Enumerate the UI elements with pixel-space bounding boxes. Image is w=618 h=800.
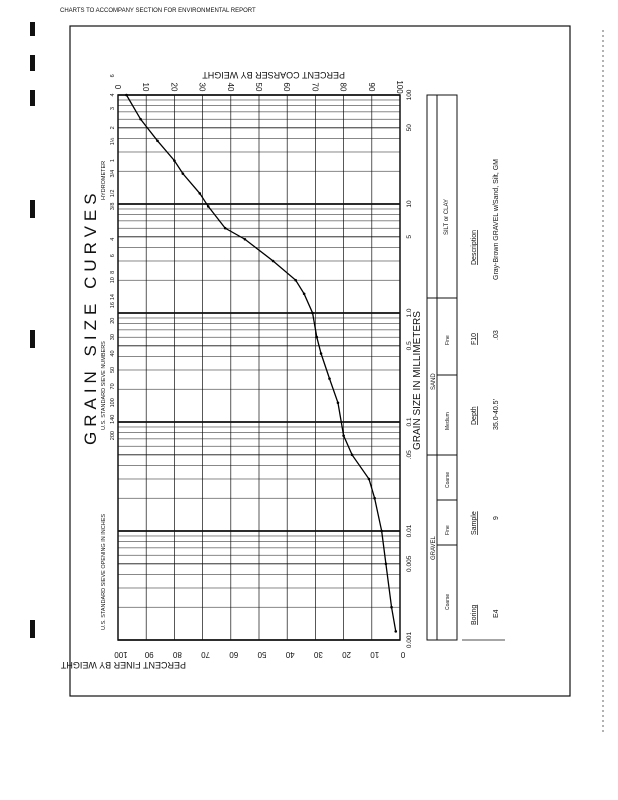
y-tick-label-top: 100: [395, 80, 404, 94]
sieve-opening-tick: 1/2: [110, 189, 116, 198]
y-axis-label: PERCENT FINER BY WEIGHT: [60, 660, 186, 670]
gradation-point: [207, 205, 210, 208]
gradation-point: [244, 238, 247, 241]
class-medium-sand: Medium: [445, 412, 451, 430]
gradation-point: [198, 192, 201, 195]
x-tick-label: .05: [406, 450, 413, 460]
y-tick-label-top: 40: [225, 82, 235, 92]
gradation-point: [337, 402, 340, 405]
sieve-number-tick: 4: [110, 237, 116, 241]
sieve-number-tick: 10: [110, 277, 116, 284]
x-axis-label: GRAIN SIZE IN MILLIMETERS: [412, 311, 423, 450]
y-tick-label-bottom: 60: [229, 650, 239, 659]
table-cell-sample: 9: [493, 516, 500, 520]
y-tick-label-top: 50: [254, 82, 263, 92]
gradation-point: [272, 260, 275, 263]
sieve-number-label: U.S. STANDARD SIEVE NUMBERS: [101, 341, 107, 430]
gradation-point: [139, 118, 142, 121]
gradation-point: [173, 159, 176, 162]
grid: [118, 95, 400, 640]
table-header-sample: Sample: [471, 511, 478, 535]
gradation-point: [351, 454, 354, 457]
gradation-point: [316, 336, 319, 339]
gradation-point: [390, 606, 393, 609]
hydrometer-label: HYDROMETER: [101, 160, 107, 200]
gradation-point: [182, 172, 185, 175]
sieve-opening-tick: 2: [110, 126, 116, 130]
y-tick-label-bottom: 10: [370, 650, 380, 659]
table-header-description: Description: [471, 229, 478, 265]
gradation-point: [303, 293, 306, 296]
gradation-point: [328, 377, 331, 380]
sieve-number-tick: 200: [110, 431, 116, 441]
sieve-number-tick: 16: [110, 302, 116, 309]
sieve-opening-tick: 1: [110, 159, 116, 163]
y-tick-label-bottom: 0: [400, 650, 406, 659]
y-tick-label-top: 20: [169, 82, 179, 92]
sieve-opening-label: U.S. STANDARD SIEVE OPENING IN INCHES: [101, 513, 107, 630]
class-coarse-gravel: Coarse: [445, 593, 451, 610]
header-strip: CHARTS TO ACCOMPANY SECTION FOR ENVIRONMENTAL REPORT: [60, 8, 256, 14]
table-cell-boring: E4: [493, 609, 500, 618]
x-tick-label: 1.0: [406, 308, 413, 318]
sieve-labels: [109, 74, 116, 440]
gradation-point: [224, 227, 227, 230]
gradation-curve: [125, 94, 397, 633]
y-tick-label-top: 30: [197, 82, 207, 92]
table-cell-depth: 35.0-40.5': [493, 399, 500, 430]
sieve-number-tick: 100: [110, 398, 116, 408]
binder-marks: [30, 22, 35, 638]
gradation-point: [373, 497, 376, 500]
gradation-point: [342, 434, 345, 437]
class-gravel: GRAVEL: [431, 536, 437, 560]
class-sand: SAND: [431, 373, 437, 390]
sieve-opening-tick: 4: [110, 93, 116, 97]
x-tick-label: 50: [406, 124, 413, 132]
table-header-boring: Boring: [471, 604, 478, 625]
y-tick-label-bottom: 30: [313, 650, 323, 659]
sieve-number-tick: 14: [110, 294, 116, 301]
tick-labels: [113, 80, 413, 659]
y-tick-label-top: 90: [366, 82, 376, 92]
sieve-number-tick: 6: [110, 254, 116, 258]
y-tick-label-top: 80: [338, 82, 348, 92]
table-header-depth: Depth: [471, 406, 478, 425]
x-tick-label: 0.01: [406, 524, 413, 538]
x-tick-label: 10: [406, 200, 413, 208]
x-tick-label: 0.001: [406, 631, 413, 649]
y-tick-label-top: 70: [310, 82, 320, 92]
table-cell-f10: .03: [493, 330, 500, 340]
sieve-opening-tick: 3: [110, 107, 116, 111]
y-tick-label-top: 10: [141, 82, 151, 92]
sieve-opening-tick: 3/8: [110, 202, 116, 211]
sample-table: [462, 159, 505, 640]
x-tick-label: 0.005: [406, 555, 413, 572]
gradation-point: [385, 563, 388, 566]
y-tick-label-bottom: 90: [144, 650, 154, 659]
class-silt-clay: SILT or CLAY: [444, 198, 450, 235]
gradation-point: [156, 140, 159, 143]
sieve-number-tick: 40: [110, 350, 116, 357]
y2-axis-label: PERCENT COARSER BY WEIGHT: [202, 70, 345, 80]
gradation-point: [368, 478, 371, 481]
y-tick-label-bottom: 20: [342, 650, 352, 659]
y-tick-label-top: 0: [113, 84, 122, 90]
class-coarse-sand: Coarse: [445, 471, 451, 488]
y-tick-label-bottom: 40: [285, 650, 295, 659]
gradation-point: [320, 352, 323, 355]
gradation-point: [394, 630, 397, 633]
gradation-curve-line: [126, 95, 395, 631]
sieve-number-tick: 20: [110, 317, 116, 324]
y-tick-label-bottom: 70: [201, 650, 211, 659]
gradation-point: [380, 530, 383, 533]
gradation-point: [311, 312, 314, 315]
gradation-point: [125, 94, 128, 97]
x-tick-label: 0.1: [406, 417, 413, 427]
sieve-number-tick: 8: [110, 270, 116, 274]
chart-title: GRAIN SIZE CURVES: [81, 188, 100, 445]
x-tick-label: 5: [406, 234, 413, 239]
sieve-opening-tick: 1½: [110, 137, 116, 146]
class-fine-sand: Fine: [445, 335, 451, 345]
sieve-opening-tick: 3/4: [110, 169, 116, 178]
class-fine-gravel: Fine: [445, 525, 451, 535]
y-tick-label-bottom: 80: [172, 650, 182, 659]
x-tick-label: 100: [406, 89, 413, 101]
sieve-number-tick: 50: [110, 366, 116, 374]
table-cell-description: Gray-Brown GRAVEL w/Sand, Silt, GM: [493, 159, 500, 280]
sieve-opening-tick: 6: [110, 74, 116, 78]
y-tick-label-bottom: 100: [114, 650, 128, 659]
gradation-point: [294, 279, 297, 282]
page-border: [70, 26, 570, 696]
sieve-number-tick: 140: [110, 414, 116, 424]
y-tick-label-top: 60: [282, 82, 292, 92]
sieve-number-tick: 70: [110, 383, 116, 390]
sieve-number-tick: 30: [110, 334, 116, 341]
y-tick-label-bottom: 50: [257, 650, 267, 659]
x-tick-label: 0.5: [406, 341, 413, 351]
table-header-f10: F10: [471, 332, 478, 345]
